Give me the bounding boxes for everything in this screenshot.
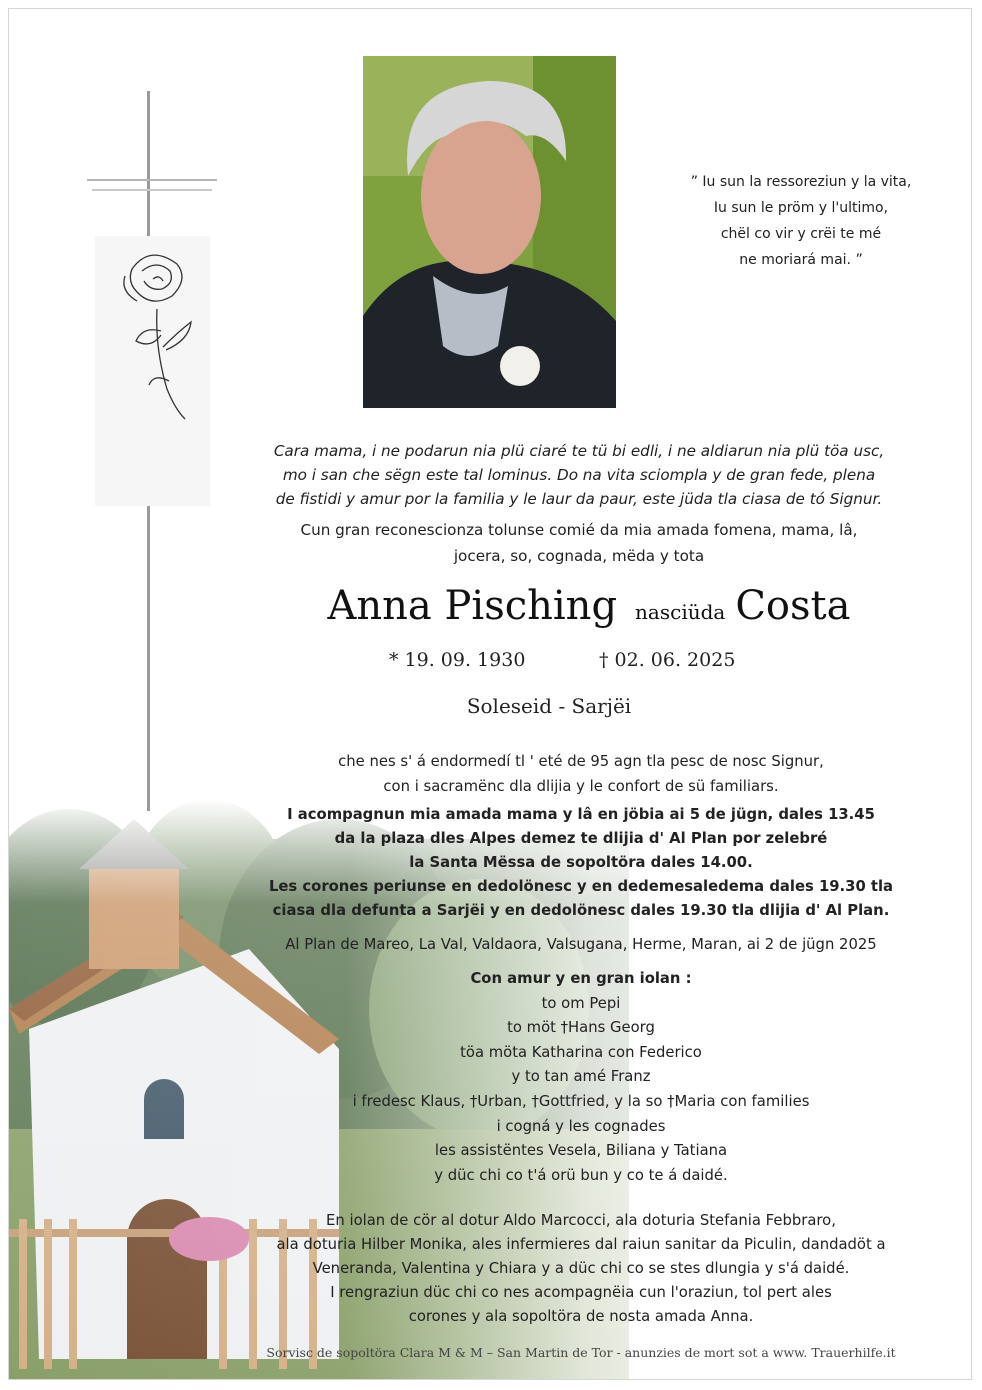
mourner: les assistëntes Vesela, Biliana y Tatiana (434, 1142, 728, 1160)
funeral-line: la Santa Mëssa de sopoltöra dales 14.00. (409, 854, 753, 871)
portrait-photo (363, 56, 616, 408)
mourner: to möt †Hans Georg (507, 1019, 655, 1037)
thanks-line: ala doturia Hilber Monika, ales infermieres dal raiun sanitar da Piculin, dandadöt a (276, 1236, 886, 1253)
mourner: to om Pepi (541, 994, 621, 1012)
thanks-message (221, 1209, 941, 1329)
mourners-list (221, 967, 941, 1188)
home-place: Soleseid - Sarjëi (466, 694, 632, 718)
farewell-message (229, 439, 929, 511)
thanks-line: corones y ala sopoltöra de nosta amada Anna. (408, 1308, 754, 1325)
funeral-line: I acompagnun mia amada mama y lâ en jöbia ai 5 de jügn, dales 13.45 (287, 806, 875, 823)
announcement-line: Cun gran reconescionza tolunse comié da mia amada fomena, mama, lâ, (300, 521, 858, 539)
funeral-line: da la plaza dles Alpes demez te dlijia d' Al Plan por zelebré (334, 830, 828, 847)
notice-line: con i sacramënc dla dlijia y le confort de sü familiars. (383, 778, 779, 795)
quote-line: ” Iu sun la ressoreziun y la vita, (690, 174, 912, 190)
quote-line: ne moriará mai. ” (739, 252, 863, 268)
life-dates (389, 649, 809, 671)
farewell-line: de fistidi y amur por la familia y le laur da paur, este jüda tla ciasa de tó Signur. (275, 490, 883, 508)
farewell-line: Cara mama, i ne podarun nia plü ciaré te tü bi edli, i ne aldiarun nia plü töa usc, (273, 442, 885, 460)
first-name: Anna Pisching (327, 583, 618, 629)
mourner: y to tan amé Franz (511, 1068, 651, 1086)
cross-with-rose-icon (87, 91, 217, 811)
announcement-intro (229, 517, 929, 569)
notice-line: che nes s' á endormedí tl ' eté de 95 agn tla pesc de nosc Signur, (338, 753, 824, 770)
quote-line: chël co vir y crëi te mé (720, 226, 882, 242)
mourner: i cogná y les cognades (496, 1117, 666, 1135)
obituary-card (8, 8, 972, 1380)
mourner: i fredesc Klaus, †Urban, †Gottfried, y la so †Maria con families (352, 1092, 810, 1110)
funeral-line: Les corones periunse en dedolönesc y en dedemesaledema dales 19.30 tla (268, 878, 894, 895)
mourner: y düc chi co t'á orü bun y co te á daidé. (434, 1166, 728, 1184)
mourner: töa möta Katharina con Federico (460, 1043, 702, 1061)
funeral-details (221, 803, 941, 923)
deceased-name (209, 583, 969, 629)
death-date: † 02. 06. 2025 (599, 649, 736, 671)
farewell-line: mo i san che sëgn este tal lominus. Do na vita sciompla y de gran fede, plena (282, 466, 876, 484)
birth-date: * 19. 09. 1930 (389, 649, 526, 671)
thanks-line: En iolan de cör al dotur Aldo Marcocci, ala doturia Stefania Febbraro, (326, 1212, 836, 1229)
scripture-quote (681, 169, 921, 273)
quote-line: Iu sun le pröm y l'ultimo, (713, 200, 889, 216)
location-date: Al Plan de Mareo, La Val, Valdaora, Valsugana, Herme, Maran, ai 2 de jügn 2025 (285, 936, 877, 953)
announcement-line: jocera, so, cognada, mëda y tota (453, 547, 705, 565)
maiden-name: Costa (735, 583, 851, 629)
footer-credit: Sorvisc de sopoltöra Clara M & M – San Martin de Tor - anunzies de mort sot a www. Trauerhilfe.it (266, 1345, 896, 1360)
thanks-line: Veneranda, Valentina y Chiara y a düc chi co se stes dlungia y s'á daidé. (312, 1260, 850, 1277)
thanks-line: I rengraziun düc chi co nes acompagnëia cun l'oraziun, tol pert ales (330, 1284, 832, 1301)
funeral-line: ciasa dla defunta a Sarjëi y en dedolönesc dales 19.30 tla dlijia d' Al Plan. (272, 902, 890, 919)
mourners-heading: Con amur y en gran iolan : (470, 970, 692, 987)
nee-label: nasciüda (635, 600, 726, 624)
death-notice (221, 749, 941, 799)
